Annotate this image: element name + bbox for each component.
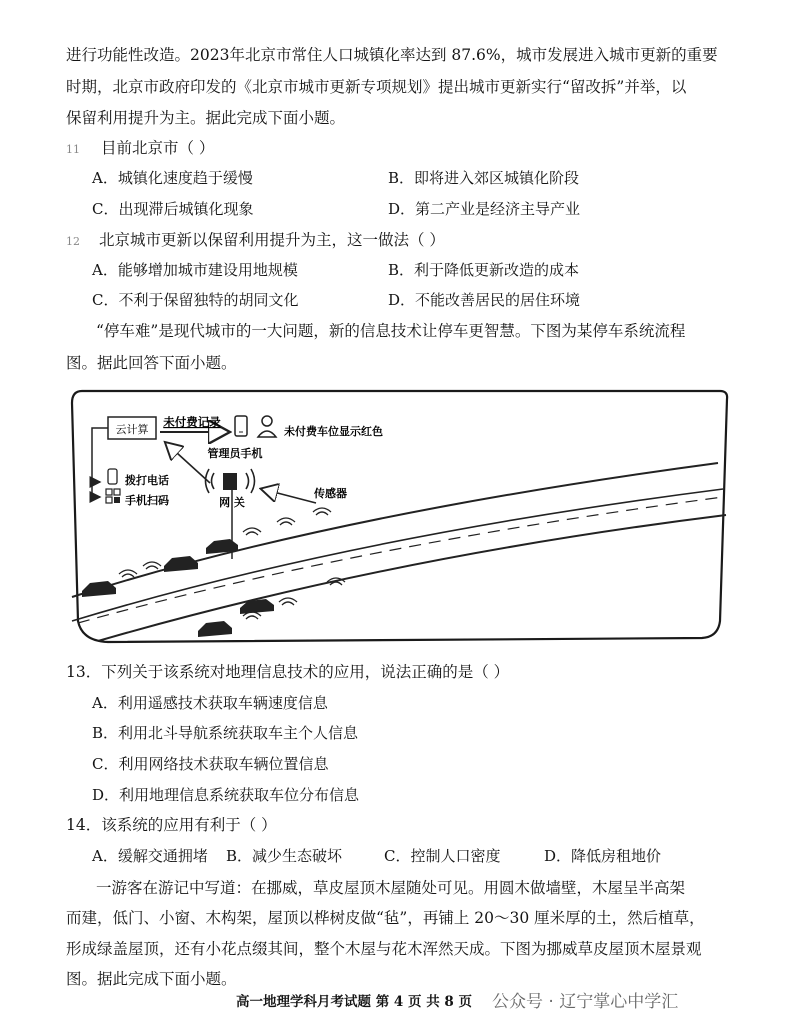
gateway-to-cloud-arrow [166,443,210,483]
call-label: 拨打电话 [125,474,169,487]
red-display-label: 未付费车位显示红色 [284,425,383,438]
watermark: 公众号 · 辽宁掌心中学汇 [492,992,679,1012]
qr-scan-icon [106,489,120,503]
option-c[interactable]: C．控制人口密度 [384,847,501,865]
page-footer: 高一地理学科月考试题 第 4 页 共 8 页 [236,994,472,1010]
passage-line: 图。据此完成下面小题。 [66,970,237,988]
option-a[interactable]: A．缓解交通拥堵 [92,847,208,865]
option-c[interactable]: C．利用网络技术获取车辆位置信息 [92,755,329,773]
passage-line: 一游客在游记中写道：在挪威，草皮屋顶木屋随处可见。用圆木做墙壁，木屋呈半高架 [96,879,686,897]
option-c[interactable]: C．出现滞后城镇化现象 [92,200,254,218]
option-d[interactable]: D．第二产业是经济主导产业 [388,200,581,218]
option-a[interactable]: A．能够增加城市建设用地规模 [92,261,298,279]
question-stem: 目前北京市（ ） [100,139,215,157]
question-number: 12 [66,235,80,248]
option-a[interactable]: A．城镇化速度趋于缓慢 [92,169,253,187]
scan-label: 手机扫码 [125,494,169,507]
connector-line [92,428,108,497]
passage-line: 形成绿盖屋顶，还有小花点缀其间，整个木屋与花木浑然天成。下图为挪威草皮屋顶木屋景观 [66,940,702,958]
admin-phone-label: 管理员手机 [207,447,263,460]
phone-icon [235,416,247,436]
option-d[interactable]: D．不能改善居民的居住环境 [388,291,581,309]
question-11 [66,138,214,160]
passage-line: 图。据此回答下面小题。 [66,354,237,372]
option-d[interactable]: D．利用地理信息系统获取车位分布信息 [92,786,360,804]
parking-system-diagram [68,385,734,645]
sensor-to-gateway-arrow [262,489,316,503]
passage-line: 时期，北京市政府印发的《北京市城市更新专项规划》提出城市更新实行“留改拆”并举，以 [66,78,687,96]
car-icon [198,621,232,637]
road-edge [72,489,723,621]
cloud-computing-label: 云计算 [115,423,149,436]
passage-line: 保留利用提升为主。据此完成下面小题。 [66,109,346,127]
option-a[interactable]: A．利用遥感技术获取车辆速度信息 [92,694,328,712]
option-b[interactable]: B．利用北斗导航系统获取车主个人信息 [92,724,359,742]
unpaid-record-label: 未付费记录 [163,415,221,429]
option-c[interactable]: C．不利于保留独特的胡同文化 [92,291,299,309]
passage-line: 而建，低门、小窗、木构架，屋顶以桦树皮做“毡”，再铺上 20～30 厘米厚的土，然后植草， [66,909,705,927]
question-number: 11 [66,143,80,156]
sensor-label: 传感器 [314,487,347,500]
question-14-stem: 14．该系统的应用有利于（ ） [66,816,277,834]
option-b[interactable]: B．即将进入郊区城镇化阶段 [388,169,580,187]
question-13-stem: 13．下列关于该系统对地理信息技术的应用，说法正确的是（ ） [66,663,510,681]
option-b[interactable]: B．减少生态破坏 [226,847,343,865]
passage-line: “停车难”是现代城市的一大问题，新的信息技术让停车更智慧。下图为某停车系统流程 [96,322,686,340]
passage-line: 进行功能性改造。2023年北京市常住人口城镇化率达到 87.6%，城市发展进入城市更新的重要 [66,46,718,64]
car-icon [82,581,116,597]
car-icon [164,556,198,572]
question-12 [66,230,445,252]
phone-call-icon [108,469,117,484]
option-b[interactable]: B．利于降低更新改造的成本 [388,261,580,279]
gateway-icon [223,473,237,490]
option-d[interactable]: D．降低房租地价 [544,847,662,865]
question-stem: 北京城市更新以保留利用提升为主，这一做法（ ） [98,231,445,249]
road-edge [98,515,726,641]
person-icon [262,416,272,426]
gateway-label: 网 关 [219,496,245,509]
